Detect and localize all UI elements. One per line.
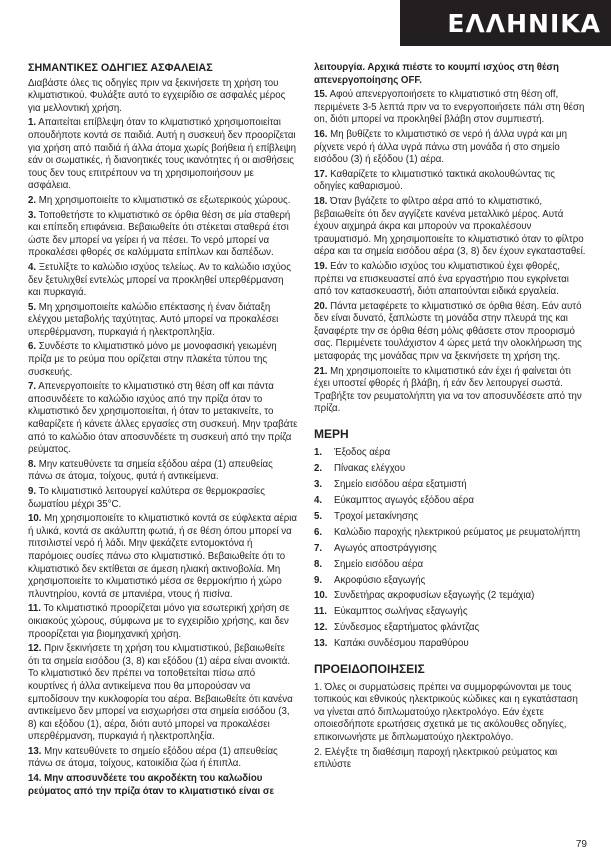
safety-item bbox=[314, 169, 588, 194]
language-tab-label: ΕΛΛΗΝΙΚΑ bbox=[447, 8, 601, 38]
safety-item bbox=[314, 89, 588, 127]
safety-item bbox=[314, 129, 588, 167]
item-text: Μη βυθίζετε το κλιματιστικό σε νερό ή άλλα υγρά και μη ρίχνετε νερό ή άλλα υγρά πάνω στη μονάδα ή στο σημείο εισόδου (3) ή εξόδου (1) αέρα. bbox=[314, 128, 568, 166]
parts-list-item bbox=[314, 622, 588, 635]
page-number: 79 bbox=[575, 839, 587, 850]
item-text: Πριν ξεκινήσετε τη χρήση του κλιματιστικού, βεβαιωθείτε ότι τα σημεία εισόδου (3, 8) και εξόδου (1) αέρα είναι ανοικτά. Το κλιματιστικό δεν πρέπει να τοποθετείται πίσω από κουρτίνες ή άλλα αντικείμενα που θα μπορούσαν να εμποδίσουν την κυκλοφορία του αέρα. Βεβαιωθείτε ότι κανένα αντικείμενο δεν μπορεί να εισχωρήσει στα σημεία εισόδου (3, 8) και εξόδου (1), αέρα, διότι αυτό μπορεί να προκαλέσει υπερθέρμανση, πυρκαγιά ή ηλεκτροπληξία. bbox=[28, 643, 293, 743]
safety-item bbox=[314, 196, 588, 259]
safety-item bbox=[28, 210, 298, 260]
safety-item bbox=[28, 381, 298, 457]
item-text: Μην κατευθύνετε τα σημεία εξόδου αέρα (1) απευθείας πάνω σε άτομα, τοίχους, φυτά ή αντικείμενα. bbox=[28, 458, 273, 483]
item-text: Το κλιματιστικό λειτουργεί καλύτερα σε θερμοκρασίες δωματίου μέχρι 35°C. bbox=[28, 486, 265, 510]
part-name: Καλώδιο παροχής ηλεκτρικού ρεύματος με ρευματολήπτη bbox=[334, 526, 581, 538]
item-number: 20. bbox=[314, 300, 328, 312]
safety-item bbox=[28, 117, 298, 193]
safety-list bbox=[28, 117, 298, 771]
part-number: 4. bbox=[314, 494, 323, 506]
item-text: Ξετυλίξτε το καλώδιο ισχύος τελείως. Αν το καλώδιο ισχύος δεν ξετυλιχθεί εντελώς μπορεί να προκληθεί υπερθέρμανση και πυρκαγιά. bbox=[28, 261, 291, 299]
part-number: 11. bbox=[314, 606, 327, 618]
item-text: Το κλιματιστικό προορίζεται μόνο για εσωτερική χρήση σε οικιακούς χώρους, σύμφωνα με το εγχειρίδιο χρήσης, και δεν προορίζεται για βιομηχανική χρήση. bbox=[28, 603, 290, 640]
part-number: 7. bbox=[314, 542, 323, 554]
item-number: 8. bbox=[28, 458, 37, 470]
item-number: 7. bbox=[28, 381, 37, 393]
safety-item bbox=[314, 301, 588, 364]
part-name: Πίνακας ελέγχου bbox=[334, 462, 406, 474]
part-name: Αγωγός αποστράγγισης bbox=[334, 542, 437, 554]
item-text: Μη χρησιμοποιείτε το κλιματιστικό σε εξωτερικούς χώρους. bbox=[38, 194, 291, 206]
language-tab bbox=[400, 0, 611, 46]
item-text: Εάν το καλώδιο ισχύος του κλιματιστικού έχει φθορές, πρέπει να επισκευαστεί από ένα εργαστήριο που εγκρίνεται από τον κατασκευαστή, διότι απαιτούνται ειδικά εργαλεία. bbox=[314, 260, 569, 298]
part-name: Καπάκι συνδέσμου παραθύρου bbox=[334, 638, 469, 650]
safety-intro: Διαβάστε όλες τις οδηγίες πριν να ξεκινήσετε τη χρήση του κλιματιστικού. Φυλάξτε αυτό το εγχειρίδιο σε ασφαλές μέρος για μελλοντική χρήση. bbox=[28, 77, 286, 114]
parts-heading: ΜΕΡΗ bbox=[314, 427, 349, 442]
item-number: 4. bbox=[28, 261, 37, 273]
item-text: Μη χρησιμοποιείτε το κλιματιστικό κοντά σε εύφλεκτα αέρια ή υλικά, κοντά σε ακάλυπτη φωτιά, ή σε θέση όπου μπορεί να πιτσιλιστεί νερό ή λάδι. Μην ψεκάζετε εντομοκτόνα ή παρόμοιες ουσίες πάνω στο κλιματιστικό. Βεβαιωθείτε ότι το κλιματιστικό δεν εκτίθεται σε άμεση ηλιακή ακτινοβολία. Μη χρησιμοποιείτε το κλιματιστικό μέσα σε θερμοκήπιο ή χώρο πλυντηρίου, κοντά σε μπανιέρα, ντους ή πισίνα. bbox=[28, 513, 298, 600]
right-column bbox=[314, 62, 588, 774]
safety-item bbox=[28, 513, 298, 601]
part-number: 3. bbox=[314, 478, 323, 490]
parts-list-item bbox=[314, 463, 588, 476]
part-name: Σύνδεσμος εξαρτήματος φλάντζας bbox=[334, 622, 480, 634]
item-text: Καθαρίζετε το κλιματιστικό τακτικά ακολουθώντας τις οδηγίες καθαρισμού. bbox=[314, 168, 555, 193]
part-number: 9. bbox=[314, 574, 323, 586]
safety-item bbox=[28, 302, 298, 340]
item-number: 1. bbox=[28, 117, 37, 129]
item-number: 16. bbox=[314, 128, 328, 140]
item-number: 2. bbox=[28, 194, 37, 206]
part-name: Σημείο εισόδου αέρα εξατμιστή bbox=[334, 478, 467, 490]
item-number: 17. bbox=[314, 168, 328, 180]
item-number: 14. bbox=[28, 773, 42, 785]
part-number: 12. bbox=[314, 622, 328, 634]
item-text: Τοποθετήστε το κλιματιστικό σε όρθια θέση σε μία σταθερή και επίπεδη επιφάνεια. Βεβαιωθείτε ότι στέκεται σταθερά έτσι ώστε δεν μπορεί να γείρει ή να πέσει. Το νερό μπορεί να προκαλέσει φθορές σε καλύμματα επίπλων και δαπέδων. bbox=[28, 209, 291, 259]
safety-item bbox=[28, 195, 298, 208]
parts-list-item bbox=[314, 527, 588, 540]
parts-list-item bbox=[314, 495, 588, 508]
safety-list-continued bbox=[314, 89, 588, 416]
part-name: Σημείο εισόδου αέρα bbox=[334, 558, 424, 570]
item-text: Αφού απενεργοποιήσετε το κλιματιστικό στη θέση off, περιμένετε 3-5 λεπτά πριν να το ενεργοποιήσετε πάλι στη θέση on, διότι μπορεί να προκληθεί βλάβη στον συμπιεστή. bbox=[314, 89, 585, 126]
part-name: Έξοδος αέρα bbox=[334, 446, 391, 458]
item-text: Μην αποσυνδέετε του ακροδέκτη του καλωδίου ρεύματος από την πρίζα όταν το κλιματιστικό είναι σε bbox=[28, 773, 275, 797]
precaution-1: 1. Όλες οι συρματώσεις πρέπει να συμμορφώνονται με τους τοπικούς και εθνικούς ηλεκτρικούς κώδικες και η εγκατάσταση να γίνεται από διπλωματούχο ηλεκτρολόγο. Εάν έχετε οποιεσδήποτε ερωτήσεις σχετικά με τις ακόλουθες οδηγίες, επικοινωνήστε με διπλωματούχο ηλεκτρολόγο. bbox=[314, 681, 578, 743]
safety-item bbox=[28, 603, 298, 641]
item-number: 18. bbox=[314, 195, 328, 207]
parts-list-item bbox=[314, 606, 588, 619]
item-text: Μην κατευθύνετε το σημείο εξόδου αέρα (1) απευθείας πάνω σε άτομα, τοίχους, κατοικίδια ζώα ή έπιπλα. bbox=[28, 745, 278, 770]
precaution-2: 2. Ελέγξτε τη διαθέσιμη παροχή ηλεκτρικού ρεύματος και επιλύστε bbox=[314, 746, 558, 771]
parts-list bbox=[314, 447, 588, 651]
part-number: 8. bbox=[314, 558, 323, 570]
item-text: Μη χρησιμοποιείτε καλώδιο επέκτασης ή έναν διάταξη ελέγχου μεταβολής ταχύτητας. Αυτό μπορεί να προκαλέσει υπερθέρμανση, πυρκαγιά ή ηλεκτροπληξία. bbox=[28, 301, 279, 338]
item-text: Απενεργοποιείτε το κλιματιστικό στη θέση off και πάντα αποσυνδέετε το καλώδιο ισχύος από την πρίζα όταν το κλιματιστικό δεν χρησιμοποιείται, ή όταν το μετακινείτε, το καθαρίζετε ή κάνετε άλλες εργασίες στη συσκευή. Μην τραβάτε από το καλώδιο όταν αποσυνδέετε τη συσκευή από την πρίζα ρεύματος. bbox=[28, 381, 298, 456]
safety-item bbox=[28, 262, 298, 300]
item-text: Πάντα μεταφέρετε το κλιματιστικό σε όρθια θέση. Εάν αυτό δεν είναι δυνατό, ξαπλώστε τη μονάδα στην πλευρά της και ξαναφέρτε την σε όρθια θέση μόλις φθάσετε στον προορισμό σας. Περιμένετε τουλάχιστον 4 ώρες μετά την ολοκλήρωση της μεταφοράς της μονάδας πριν να ξεκινήσετε τη χρήση της. bbox=[314, 300, 582, 363]
item-number: 5. bbox=[28, 301, 37, 313]
item-number: 3. bbox=[28, 209, 37, 221]
part-name: Ακροφύσιο εξαγωγής bbox=[334, 574, 426, 586]
item-text: Απαιτείται επίβλεψη όταν το κλιματιστικό χρησιμοποιείται οπουδήποτε κοντά σε παιδιά. Αυτή η συσκευή δεν προορίζεται για χρήση από παιδιά ή άλλα άτομα χωρίς βοήθεια ή επίβλεψη εάν οι σωματικές, ή διανοητικές τους ικανότητες ή οι αισθήσεις τους δεν τους επιτρέπουν να τη χρησιμοποιήσουν με ασφάλεια. bbox=[28, 117, 297, 192]
safety-item bbox=[314, 261, 588, 299]
safety-item bbox=[28, 459, 298, 484]
safety-heading: ΣΗΜΑΝΤΙΚΕΣ ΟΔΗΓΙΕΣ ΑΣΦΑΛΕΙΑΣ bbox=[28, 62, 213, 74]
parts-list-item bbox=[314, 559, 588, 572]
part-number: 5. bbox=[314, 510, 323, 522]
item-text: Μη χρησιμοποιείτε το κλιματιστικό εάν έχει ή φαίνεται ότι έχει υποστεί φθορές ή βλάβη, ή εάν δεν λειτουργεί σωστά. Τραβήξτε τον ρευματολήπτη για να τον αποσυνδέσετε από την πρίζα. bbox=[314, 365, 582, 415]
item-number: 12. bbox=[28, 643, 42, 655]
part-number: 10. bbox=[314, 590, 328, 602]
safety-item-14 bbox=[28, 773, 298, 798]
parts-list-item bbox=[314, 543, 588, 556]
item-text: Συνδέστε το κλιματιστικό μόνο με μονοφασική γειωμένη πρίζα με το ρεύμα που ορίζεται στην πλακέτα τύπου της συσκευής. bbox=[28, 341, 277, 378]
safety-item bbox=[28, 643, 298, 744]
part-number: 6. bbox=[314, 526, 323, 538]
parts-list-item bbox=[314, 511, 588, 524]
parts-list-item bbox=[314, 447, 588, 460]
parts-list-item bbox=[314, 638, 588, 651]
safety-item bbox=[28, 341, 298, 379]
parts-list-item bbox=[314, 479, 588, 492]
precautions-heading: ΠΡΟΕΙΔΟΠΟΙΗΣΕΙΣ bbox=[314, 662, 425, 677]
item-text: Όταν βγάζετε το φίλτρο αέρα από το κλιματιστικό, βεβαιωθείτε ότι δεν αγγίζετε κανένα μεταλλικό μέρος. Αυτά έχουν αιχμηρά άκρα και μπορούν να προκαλέσουν τραυματισμό. Μη χρησιμοποιείτε το κλιματιστικό όταν το φίλτρο αέρα και τα σημεία εισόδου αέρα (3, 8) δεν έχουν εγκατασταθεί. bbox=[314, 195, 586, 258]
part-name: Εύκαμπτος σωλήνας εξαγωγής bbox=[334, 606, 468, 618]
part-number: 13. bbox=[314, 638, 328, 650]
part-name: Συνδετήρας ακροφυσίων εξαγωγής (2 τεμάχια) bbox=[334, 590, 535, 602]
item-number: 21. bbox=[314, 365, 328, 377]
safety-item bbox=[314, 366, 588, 416]
item-number: 9. bbox=[28, 486, 37, 497]
item-number: 11. bbox=[28, 603, 41, 615]
parts-list-item bbox=[314, 575, 588, 588]
part-number: 2. bbox=[314, 462, 323, 474]
item-number: 15. bbox=[314, 89, 328, 101]
safety-item bbox=[28, 486, 298, 511]
part-number: 1. bbox=[314, 446, 323, 458]
item-number: 19. bbox=[314, 260, 328, 272]
part-name: Εύκαμπτος αγωγός εξόδου αέρα bbox=[334, 494, 474, 506]
safety-item-14-continued: λειτουργία. Αρχικά πιέστε το κουμπί ισχύος στη θέση απενεργοποίησης OFF. bbox=[314, 62, 559, 86]
item-number: 13. bbox=[28, 745, 42, 757]
parts-list-item bbox=[314, 590, 588, 603]
left-column bbox=[28, 62, 298, 800]
safety-item bbox=[28, 746, 298, 771]
item-number: 6. bbox=[28, 341, 37, 353]
item-number: 10. bbox=[28, 513, 42, 525]
part-name: Τροχοί μετακίνησης bbox=[334, 510, 419, 522]
